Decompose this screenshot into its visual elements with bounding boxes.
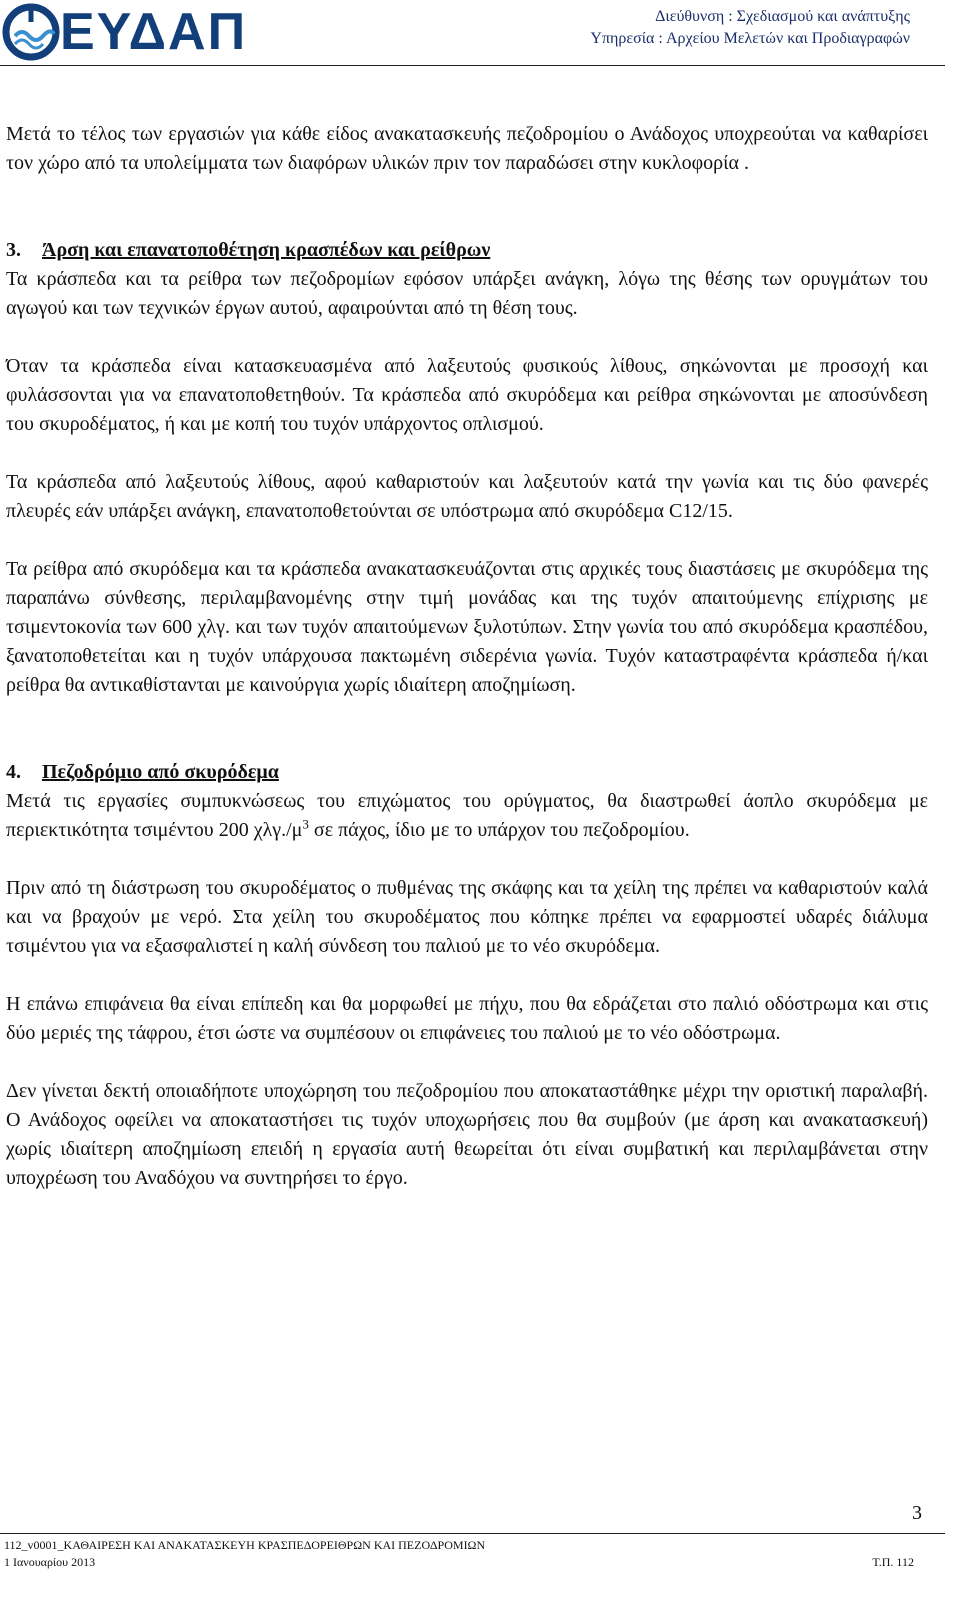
paragraph-reconstruct: Τα ρείθρα από σκυρόδεμα και τα κράσπεδα ανακατασκευάζονται στις αρχικές τους διαστάσεις με σκυρόδεμα της παραπάνω σύνθεσης, περιλαμβανομένης στην τιμή μονάδας και της τυχόν απαιτούμενης επίχρισης με τσιμεντοκονία των 600 χλγ. και των τυχόν απαιτούμενων ξυλοτύπων. Στην γωνία του από σκυρόδεμα κρασπέδου, ξανατοποθετείται και η τυχόν υπάρχουσα πακτωμένη σιδερένια γωνία. Τυχόν καταστραφέντα κράσπεδα ή/και ρείθρα θα αντικαθίστανται με καινούργια χωρίς ιδιαίτερη αποζημίωση. (6, 558, 928, 696)
paragraph-stone-curbs: Όταν τα κράσπεδα είναι κατασκευασμένα από λαξευτούς φυσικούς λίθους, σηκώνονται με προσοχή και φυλάσσονται για να επανατοποθετηθούν. Τα κράσπεδα από σκυρόδεμα και ρείθρα σηκώνονται με αποσύνδεση του σκυροδέματος, ή και με κοπή του τυχόν υπάρχοντος οπλισμού. (6, 355, 928, 435)
header-directorate: Διεύθυνση : Σχεδιασμού και ανάπτυξης (655, 8, 910, 25)
logo-emblem-icon (2, 0, 62, 64)
paragraph-preparation: Πριν από τη διάστρωση του σκυροδέματος ο πυθμένας της σκάφης και τα χείλη της πρέπει να καθαριστούν καλά και να βραχούν με νερό. Στα χείλη του σκυροδέματος που κόπηκε πρέπει να εφαρμοστεί υδαρές διάλυμα τσιμέντου για να εξασφαλιστεί η καλή σύνδεση του παλιού με το νέο σκυρόδεμα. (6, 877, 928, 957)
paragraph-cleanup: Μετά το τέλος των εργασιών για κάθε είδος ανακατασκευής πεζοδρομίου ο Ανάδοχος υποχρεούται να καθαρίσει τον χώρο από τα υπολείμματα των διαφόρων υλικών πριν τον παραδώσει στην κυκλοφορία . (6, 123, 928, 174)
footer-date: 1 Ιανουαρίου 2013 (4, 1555, 96, 1569)
paragraph-reinstall: Τα κράσπεδα από λαξευτούς λίθους, αφού καθαριστούν και λαξευτούν κατά την γωνία και τις δύο φανερές πλευρές εάν υπάρξει ανάγκη, επανατοποθετούνται σε υπόστρωμα από σκυρόδεμα C12/15. (6, 471, 928, 522)
header-divider (0, 65, 945, 66)
paragraph-concrete-pour-text: Μετά τις εργασίες συμπυκνώσεως του επιχώματος του ορύγματος, θα διαστρωθεί άοπλο σκυρόδεμα με περιεκτικότητα τσιμέντου 200 χλγ./μ (6, 790, 928, 841)
document-body (6, 120, 928, 1193)
section-3-number: 3. (6, 239, 21, 261)
section-4-heading (6, 758, 928, 787)
footer-divider (0, 1533, 945, 1534)
paragraph-settlement: Δεν γίνεται δεκτή οποιαδήποτε υποχώρηση του πεζοδρομίου που αποκαταστάθηκε μέχρι την οριστική παραλαβή. Ο Ανάδοχος οφείλει να αποκαταστήσει τις τυχόν υποχωρήσεις που θα συμβούν (με άρση και ανακατασκευή) χωρίς ιδιαίτερη αποζημίωση επειδή η εργασία αυτή θεωρείται ότι είναι συμβατική και περιλαμβάνεται στην υποχρέωση του Αναδόχου να συντηρήσει το έργο. (6, 1080, 928, 1189)
page-footer (4, 1537, 914, 1571)
header-service: Υπηρεσία : Αρχείου Μελετών και Προδιαγραφών (590, 30, 910, 47)
page-header (0, 0, 960, 70)
section-3-title: Άρση και επανατοποθέτηση κρασπέδων και ρείθρων (42, 239, 491, 261)
eydap-logo (2, 0, 272, 64)
page-number: 3 (912, 1502, 922, 1524)
header-department (590, 6, 910, 50)
logo-text: ΕΥΔΑΠ (60, 3, 248, 61)
footer-tp-code: Τ.Π. 112 (872, 1555, 914, 1569)
paragraph-concrete-pour (6, 787, 928, 845)
section-4-title: Πεζοδρόμιο από σκυρόδεμα (42, 761, 279, 783)
footer-doc-code: 112_v0001_ΚΑΘΑΙΡΕΣΗ ΚΑΙ ΑΝΑΚΑΤΑΣΚΕΥΗ ΚΡΑΣΠΕΔΟΡΕΙΘΡΩΝ ΚΑΙ ΠΕΖΟΔΡΟΜΙΩΝ (4, 1538, 486, 1552)
section-3-heading (6, 236, 928, 265)
section-4-number: 4. (6, 761, 21, 783)
superscript-3: 3 (302, 816, 309, 832)
paragraph-curbs-removal: Τα κράσπεδα και τα ρείθρα των πεζοδρομίων εφόσον υπάρξει ανάγκη, λόγω της θέσης των ορυγμάτων του αγωγού και των τεχνικών έργων αυτού, αφαιρούνται από τη θέση τους. (6, 268, 928, 319)
paragraph-concrete-pour-text-end: σε πάχος, ίδιο με το υπάρχον του πεζοδρομίου. (308, 819, 690, 841)
paragraph-surface: Η επάνω επιφάνεια θα είναι επίπεδη και θα μορφωθεί με πήχυ, που θα εδράζεται στο παλιό οδόστρωμα και στις δύο μεριές της τάφρου, έτσι ώστε να συμπέσουν οι επιφάνειες του παλιού με το νέο οδόστρωμα. (6, 993, 928, 1044)
